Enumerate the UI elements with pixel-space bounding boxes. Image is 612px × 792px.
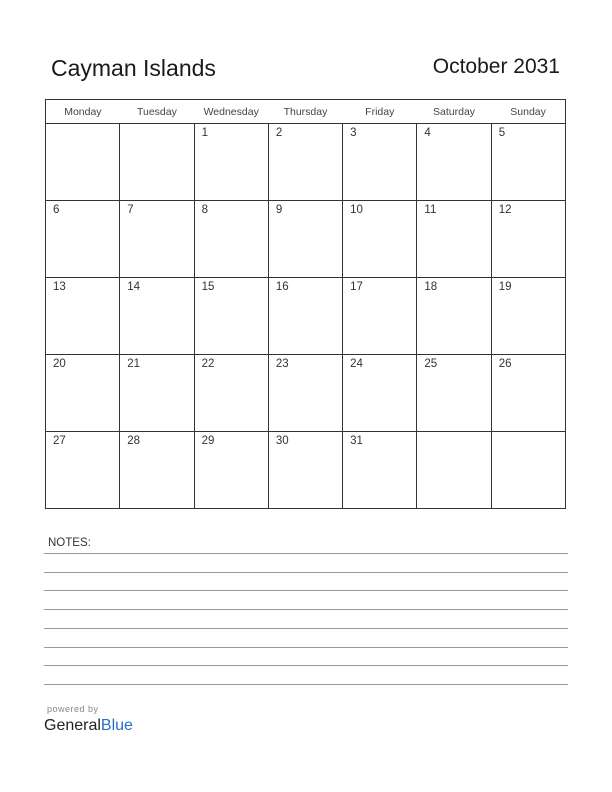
day-number bbox=[492, 432, 565, 435]
brand-name-general: General bbox=[44, 717, 101, 734]
weekday-header: Monday bbox=[46, 100, 120, 124]
day-number: 2 bbox=[275, 127, 283, 139]
day-number: 8 bbox=[201, 204, 208, 216]
day-cell bbox=[46, 124, 120, 201]
day-cell bbox=[46, 432, 120, 509]
day-number: 17 bbox=[350, 281, 363, 293]
day-number: 11 bbox=[424, 204, 437, 216]
day-number: 7 bbox=[127, 204, 134, 216]
day-number: 13 bbox=[53, 281, 66, 293]
day-number: 24 bbox=[350, 358, 363, 370]
week-row bbox=[46, 355, 566, 432]
weekday-header: Thursday bbox=[268, 100, 342, 124]
day-number: 14 bbox=[127, 281, 141, 293]
day-cell bbox=[343, 432, 417, 509]
day-number: 10 bbox=[350, 204, 363, 216]
day-number: 25 bbox=[424, 358, 438, 370]
notes-label: NOTES: bbox=[48, 537, 91, 549]
brand-logo bbox=[44, 717, 133, 735]
day-cell bbox=[120, 124, 194, 201]
day-number: 18 bbox=[424, 281, 438, 293]
day-number: 6 bbox=[53, 204, 60, 216]
day-cell bbox=[46, 201, 120, 278]
weekday-header: Wednesday bbox=[194, 100, 268, 124]
day-cell bbox=[194, 124, 268, 201]
day-number: 15 bbox=[201, 281, 215, 293]
note-line bbox=[44, 609, 568, 610]
day-number: 3 bbox=[350, 127, 357, 139]
day-number: 27 bbox=[53, 435, 66, 447]
powered-by-text: powered by bbox=[47, 704, 99, 714]
day-cell bbox=[491, 278, 565, 355]
day-number: 20 bbox=[53, 358, 66, 370]
week-row bbox=[46, 278, 566, 355]
day-cell bbox=[343, 124, 417, 201]
calendar-month-title: October 2031 bbox=[432, 55, 560, 78]
weekday-header: Saturday bbox=[417, 100, 491, 124]
day-cell bbox=[491, 201, 565, 278]
day-number: 26 bbox=[498, 358, 512, 370]
brand-name-blue: Blue bbox=[100, 717, 133, 734]
day-number: 21 bbox=[127, 358, 141, 370]
day-cell bbox=[343, 201, 417, 278]
day-cell bbox=[46, 278, 120, 355]
day-cell bbox=[120, 201, 194, 278]
day-cell bbox=[417, 355, 491, 432]
day-cell bbox=[46, 355, 120, 432]
day-number: 12 bbox=[498, 204, 512, 216]
note-line bbox=[44, 572, 568, 573]
weekday-header-row bbox=[46, 100, 566, 124]
day-cell bbox=[194, 355, 268, 432]
day-number: 16 bbox=[275, 281, 289, 293]
day-number: 5 bbox=[498, 127, 506, 139]
day-number: 28 bbox=[127, 435, 141, 447]
day-number bbox=[46, 124, 119, 127]
day-cell bbox=[491, 355, 565, 432]
day-cell bbox=[417, 432, 491, 509]
day-cell bbox=[268, 201, 342, 278]
day-number bbox=[120, 124, 193, 127]
day-cell bbox=[417, 201, 491, 278]
day-number: 31 bbox=[350, 435, 363, 447]
week-row bbox=[46, 201, 566, 278]
weekday-header: Tuesday bbox=[120, 100, 194, 124]
day-cell bbox=[120, 355, 194, 432]
day-number: 4 bbox=[424, 127, 431, 139]
day-cell bbox=[194, 201, 268, 278]
weekday-header: Sunday bbox=[491, 100, 565, 124]
note-line bbox=[44, 628, 568, 629]
day-cell bbox=[120, 432, 194, 509]
day-number: 23 bbox=[275, 358, 289, 370]
day-number: 19 bbox=[498, 281, 512, 293]
day-cell bbox=[491, 124, 565, 201]
note-line bbox=[44, 590, 568, 591]
note-line bbox=[44, 665, 568, 666]
calendar-region-title: Cayman Islands bbox=[51, 55, 216, 81]
day-cell bbox=[268, 355, 342, 432]
day-cell bbox=[268, 432, 342, 509]
calendar-grid bbox=[45, 99, 566, 509]
day-cell bbox=[120, 278, 194, 355]
note-line bbox=[44, 553, 568, 554]
day-number: 30 bbox=[275, 435, 289, 447]
day-cell bbox=[268, 278, 342, 355]
day-number: 22 bbox=[201, 358, 215, 370]
day-cell bbox=[343, 355, 417, 432]
day-cell bbox=[194, 278, 268, 355]
note-line bbox=[44, 647, 568, 648]
day-cell bbox=[194, 432, 268, 509]
note-line bbox=[44, 684, 568, 685]
day-cell bbox=[417, 124, 491, 201]
day-number bbox=[417, 432, 490, 435]
day-number: 1 bbox=[201, 127, 208, 139]
day-cell bbox=[268, 124, 342, 201]
day-cell bbox=[417, 278, 491, 355]
week-row bbox=[46, 432, 566, 509]
day-cell bbox=[343, 278, 417, 355]
day-cell bbox=[491, 432, 565, 509]
day-number: 9 bbox=[275, 204, 283, 216]
week-row bbox=[46, 124, 566, 201]
day-number: 29 bbox=[201, 435, 215, 447]
weekday-header: Friday bbox=[343, 100, 417, 124]
